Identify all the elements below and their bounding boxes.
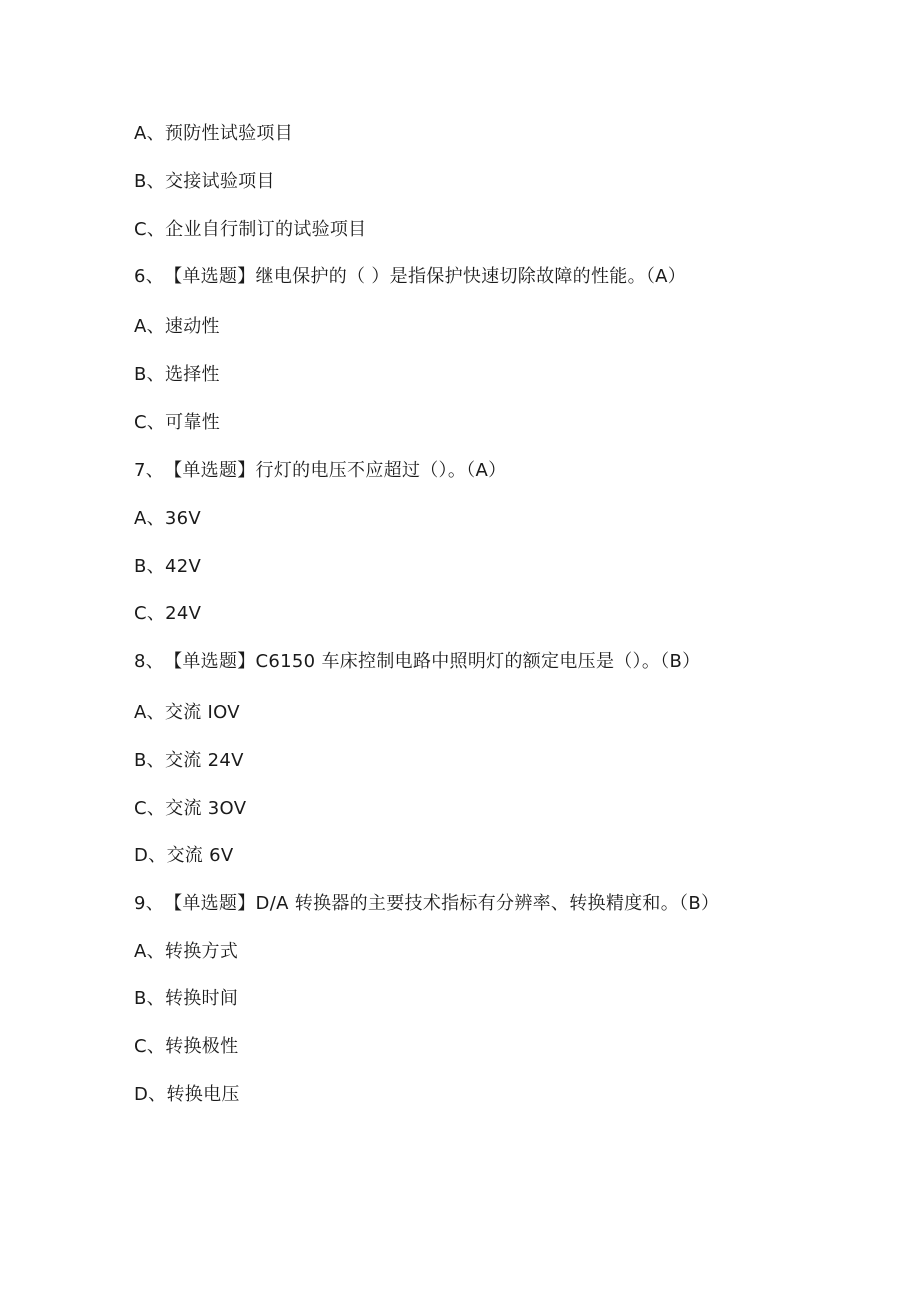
option-text: 交流 6V bbox=[166, 845, 234, 866]
option-line bbox=[134, 408, 220, 438]
option-text: 预防性试验项目 bbox=[164, 123, 294, 144]
option-text: 企业自行制订的试验项目 bbox=[165, 219, 367, 240]
question-number: 6、 bbox=[134, 266, 165, 287]
option-line bbox=[134, 794, 246, 824]
question-number: 7、 bbox=[134, 460, 165, 481]
option-text: 转换电压 bbox=[166, 1084, 240, 1105]
option-label: B、 bbox=[134, 171, 165, 192]
option-line bbox=[134, 167, 275, 197]
option-line bbox=[134, 552, 201, 582]
option-line bbox=[134, 746, 244, 776]
option-label: B、 bbox=[134, 988, 165, 1009]
option-line bbox=[134, 937, 238, 967]
option-label: A、 bbox=[134, 316, 165, 337]
option-label: A、 bbox=[134, 123, 165, 144]
option-line bbox=[134, 698, 240, 728]
option-line bbox=[134, 841, 233, 871]
option-text: 42V bbox=[164, 556, 202, 577]
question-line bbox=[134, 262, 686, 292]
option-text: 速动性 bbox=[164, 316, 220, 337]
option-line bbox=[134, 215, 366, 245]
option-line bbox=[134, 312, 220, 342]
question-line bbox=[134, 889, 719, 919]
option-label: B、 bbox=[134, 750, 165, 771]
option-line bbox=[134, 984, 238, 1014]
option-label: A、 bbox=[134, 702, 165, 723]
question-number: 8、 bbox=[134, 651, 165, 672]
option-label: B、 bbox=[134, 556, 165, 577]
option-label: C、 bbox=[134, 219, 166, 240]
option-line bbox=[134, 599, 201, 629]
question-line bbox=[134, 456, 506, 486]
option-label: C、 bbox=[134, 412, 166, 433]
option-text: 24V bbox=[165, 603, 202, 624]
option-label: D、 bbox=[134, 845, 167, 866]
option-text: 转换时间 bbox=[164, 988, 239, 1009]
option-label: C、 bbox=[134, 603, 166, 624]
option-line bbox=[134, 360, 220, 390]
option-text: 交流 3OV bbox=[165, 798, 247, 819]
option-text: 可靠性 bbox=[165, 412, 221, 433]
option-text: 36V bbox=[164, 508, 202, 529]
option-line bbox=[134, 1080, 240, 1110]
option-text: 交流 IOV bbox=[164, 702, 240, 723]
option-line bbox=[134, 1032, 238, 1062]
option-label: C、 bbox=[134, 798, 166, 819]
option-text: 转换方式 bbox=[164, 941, 239, 962]
question-text: 【单选题】D/A 转换器的主要技术指标有分辨率、转换精度和。（B） bbox=[164, 893, 720, 914]
question-text: 【单选题】继电保护的（ ）是指保护快速切除故障的性能。（A） bbox=[164, 266, 687, 287]
option-text: 交接试验项目 bbox=[164, 171, 275, 192]
option-text: 交流 24V bbox=[164, 750, 244, 771]
option-label: B、 bbox=[134, 364, 165, 385]
option-label: A、 bbox=[134, 941, 165, 962]
option-text: 转换极性 bbox=[165, 1036, 239, 1057]
question-number: 9、 bbox=[134, 893, 165, 914]
option-line bbox=[134, 119, 293, 149]
option-label: D、 bbox=[134, 1084, 167, 1105]
option-label: C、 bbox=[134, 1036, 166, 1057]
question-text: 【单选题】C6150 车床控制电路中照明灯的额定电压是（）。（B） bbox=[164, 651, 701, 672]
option-label: A、 bbox=[134, 508, 165, 529]
question-text: 【单选题】行灯的电压不应超过（）。（A） bbox=[164, 460, 507, 481]
option-line bbox=[134, 504, 201, 534]
option-text: 选择性 bbox=[164, 364, 220, 385]
question-line bbox=[134, 647, 700, 677]
